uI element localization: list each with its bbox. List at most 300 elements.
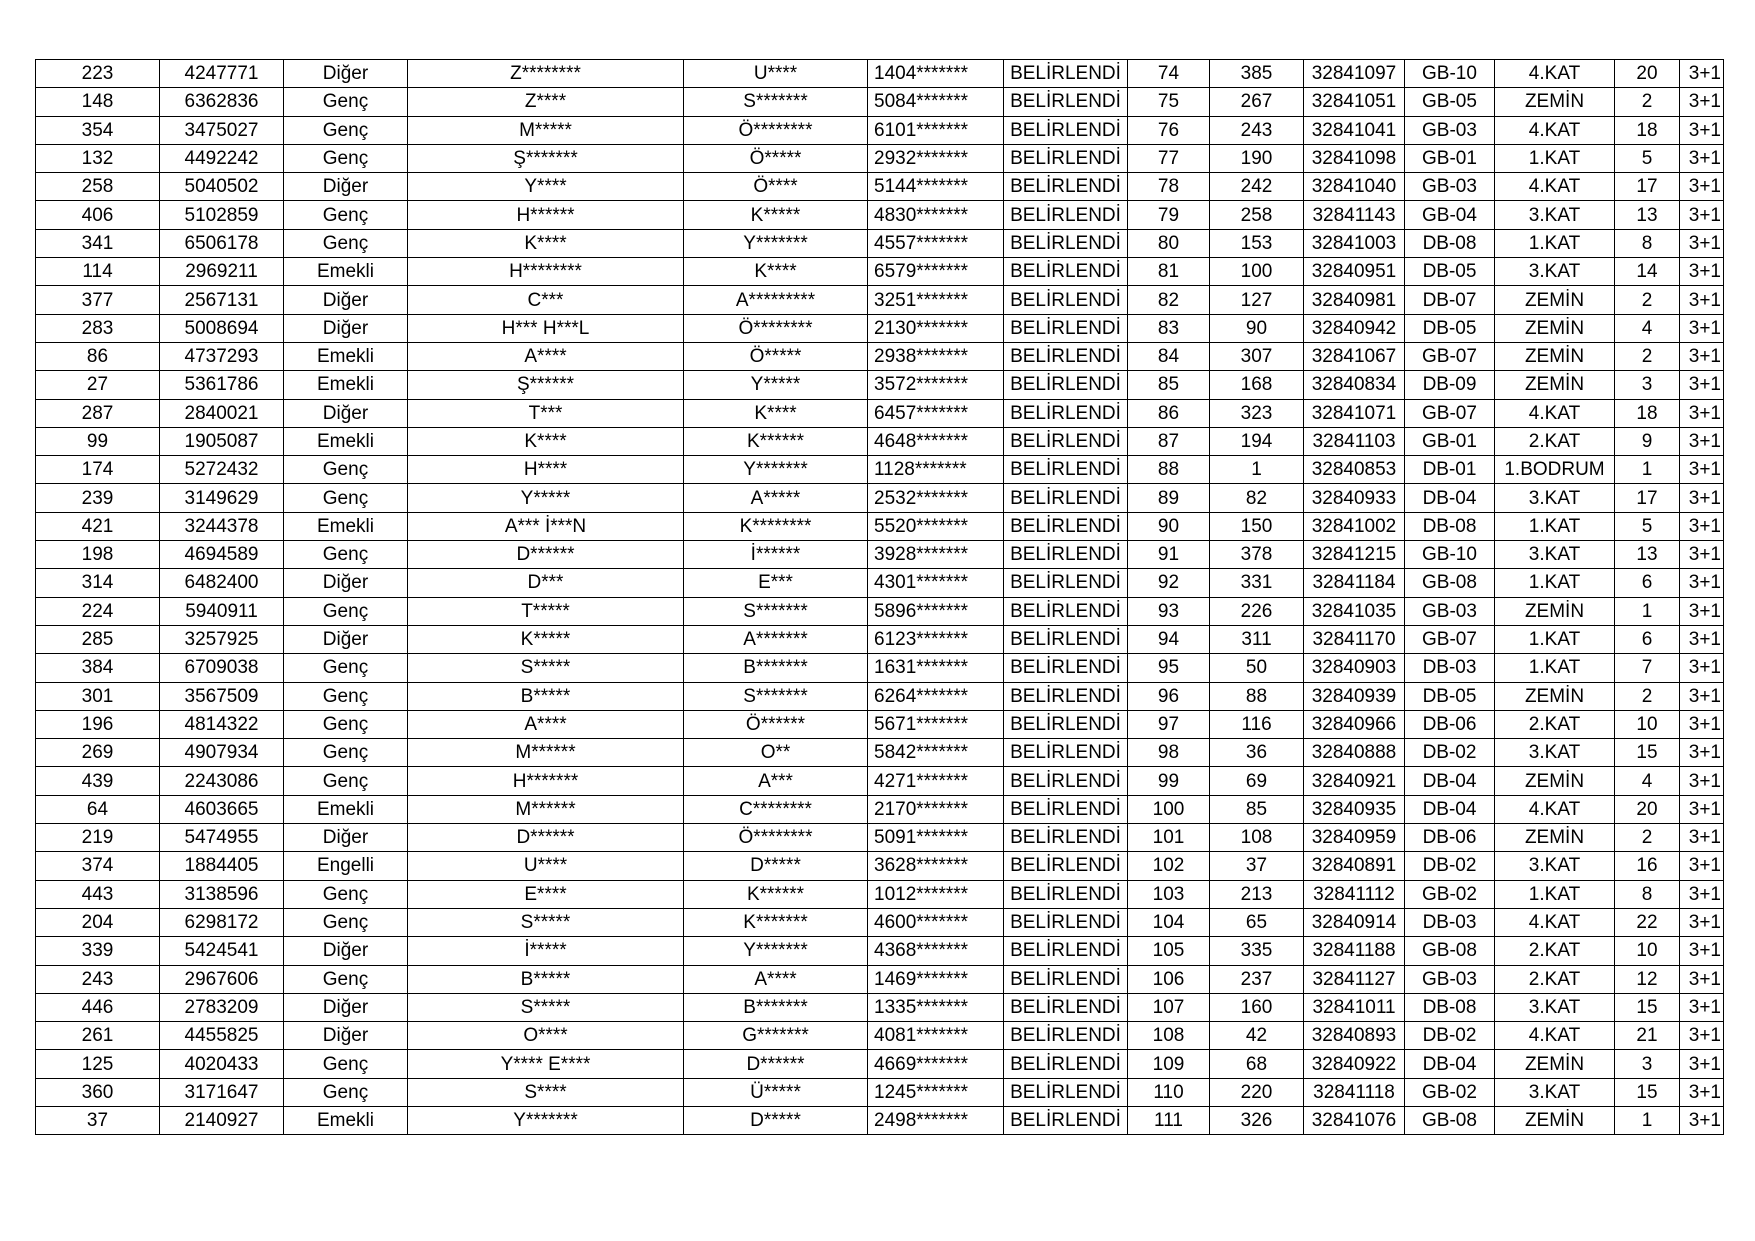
table-row <box>36 427 1724 455</box>
cell-kategori: Diğer <box>284 937 408 965</box>
cell-soyad: G******* <box>684 1022 868 1050</box>
cell-ad: T*** <box>408 399 684 427</box>
cell-bagimsiz-bolum-no: 32840921 <box>1304 767 1405 795</box>
cell-ad: E**** <box>408 880 684 908</box>
cell-bagimsiz-bolum-no: 32840935 <box>1304 795 1405 823</box>
cell-konut-no: 258 <box>1210 201 1304 229</box>
cell-konut-no: 267 <box>1210 88 1304 116</box>
cell-ad: Z******** <box>408 60 684 88</box>
cell-sira-no: 314 <box>36 569 160 597</box>
cell-kura-sira: 82 <box>1128 286 1210 314</box>
table-row <box>36 625 1724 653</box>
cell-daire-no: 21 <box>1615 1022 1680 1050</box>
cell-kura-sira: 101 <box>1128 824 1210 852</box>
cell-ad: S**** <box>408 1078 684 1106</box>
cell-sira-no: 301 <box>36 682 160 710</box>
cell-blok: DB-08 <box>1405 993 1495 1021</box>
cell-daire-no: 9 <box>1615 427 1680 455</box>
cell-konut-no: 243 <box>1210 116 1304 144</box>
cell-sira-no: 287 <box>36 399 160 427</box>
cell-soyad: K***** <box>684 201 868 229</box>
cell-konut-no: 226 <box>1210 597 1304 625</box>
cell-ad: Ş****** <box>408 371 684 399</box>
cell-durum: BELİRLENDİ <box>1004 569 1128 597</box>
cell-durum: BELİRLENDİ <box>1004 286 1128 314</box>
cell-oda-sayisi: 3+1 <box>1680 908 1724 936</box>
cell-sira-no: 261 <box>36 1022 160 1050</box>
cell-blok: DB-02 <box>1405 852 1495 880</box>
cell-tc-kimlik: 5520******* <box>868 512 1004 540</box>
cell-basvuru-no: 4694589 <box>160 541 284 569</box>
table-row <box>36 399 1724 427</box>
cell-kat: 2.KAT <box>1495 965 1615 993</box>
cell-kura-sira: 93 <box>1128 597 1210 625</box>
cell-durum: BELİRLENDİ <box>1004 201 1128 229</box>
cell-tc-kimlik: 5144******* <box>868 173 1004 201</box>
cell-konut-no: 100 <box>1210 258 1304 286</box>
table-row <box>36 852 1724 880</box>
cell-basvuru-no: 5040502 <box>160 173 284 201</box>
cell-kategori: Genç <box>284 682 408 710</box>
cell-soyad: Y******* <box>684 229 868 257</box>
cell-oda-sayisi: 3+1 <box>1680 258 1724 286</box>
cell-soyad: Y***** <box>684 371 868 399</box>
cell-oda-sayisi: 3+1 <box>1680 456 1724 484</box>
cell-kura-sira: 79 <box>1128 201 1210 229</box>
cell-bagimsiz-bolum-no: 32841170 <box>1304 625 1405 653</box>
table-row <box>36 824 1724 852</box>
cell-tc-kimlik: 6264******* <box>868 682 1004 710</box>
cell-durum: BELİRLENDİ <box>1004 767 1128 795</box>
cell-konut-no: 69 <box>1210 767 1304 795</box>
cell-basvuru-no: 1905087 <box>160 427 284 455</box>
cell-kategori: Emekli <box>284 342 408 370</box>
cell-kat: ZEMİN <box>1495 286 1615 314</box>
cell-oda-sayisi: 3+1 <box>1680 1022 1724 1050</box>
cell-kat: 1.KAT <box>1495 654 1615 682</box>
cell-kura-sira: 83 <box>1128 314 1210 342</box>
cell-durum: BELİRLENDİ <box>1004 427 1128 455</box>
table-row <box>36 512 1724 540</box>
cell-soyad: B******* <box>684 993 868 1021</box>
cell-blok: GB-01 <box>1405 144 1495 172</box>
cell-kategori: Genç <box>284 88 408 116</box>
cell-oda-sayisi: 3+1 <box>1680 1078 1724 1106</box>
cell-kat: 4.KAT <box>1495 795 1615 823</box>
cell-oda-sayisi: 3+1 <box>1680 597 1724 625</box>
cell-tc-kimlik: 1335******* <box>868 993 1004 1021</box>
cell-konut-no: 88 <box>1210 682 1304 710</box>
cell-konut-no: 331 <box>1210 569 1304 597</box>
cell-basvuru-no: 2969211 <box>160 258 284 286</box>
cell-durum: BELİRLENDİ <box>1004 852 1128 880</box>
cell-durum: BELİRLENDİ <box>1004 512 1128 540</box>
cell-blok: DB-06 <box>1405 824 1495 852</box>
cell-durum: BELİRLENDİ <box>1004 1106 1128 1134</box>
cell-soyad: D***** <box>684 1106 868 1134</box>
cell-bagimsiz-bolum-no: 32840914 <box>1304 908 1405 936</box>
cell-kura-sira: 102 <box>1128 852 1210 880</box>
cell-kategori: Genç <box>284 1078 408 1106</box>
cell-durum: BELİRLENDİ <box>1004 371 1128 399</box>
cell-basvuru-no: 3138596 <box>160 880 284 908</box>
cell-ad: Y***** <box>408 484 684 512</box>
cell-kat: 1.BODRUM <box>1495 456 1615 484</box>
cell-blok: GB-07 <box>1405 625 1495 653</box>
cell-kat: ZEMİN <box>1495 88 1615 116</box>
cell-basvuru-no: 6709038 <box>160 654 284 682</box>
cell-daire-no: 2 <box>1615 88 1680 116</box>
cell-durum: BELİRLENDİ <box>1004 937 1128 965</box>
cell-daire-no: 4 <box>1615 767 1680 795</box>
cell-blok: GB-07 <box>1405 342 1495 370</box>
cell-blok: GB-10 <box>1405 60 1495 88</box>
cell-blok: DB-08 <box>1405 229 1495 257</box>
cell-daire-no: 13 <box>1615 541 1680 569</box>
cell-ad: S***** <box>408 654 684 682</box>
cell-kura-sira: 96 <box>1128 682 1210 710</box>
cell-soyad: K**** <box>684 258 868 286</box>
table-row <box>36 60 1724 88</box>
cell-kategori: Genç <box>284 880 408 908</box>
cell-ad: K***** <box>408 625 684 653</box>
cell-kura-sira: 80 <box>1128 229 1210 257</box>
cell-ad: K**** <box>408 229 684 257</box>
cell-kura-sira: 106 <box>1128 965 1210 993</box>
cell-tc-kimlik: 6457******* <box>868 399 1004 427</box>
table-row <box>36 908 1724 936</box>
cell-konut-no: 65 <box>1210 908 1304 936</box>
cell-ad: B***** <box>408 682 684 710</box>
cell-daire-no: 2 <box>1615 824 1680 852</box>
cell-sira-no: 37 <box>36 1106 160 1134</box>
cell-basvuru-no: 6298172 <box>160 908 284 936</box>
cell-kategori: Genç <box>284 654 408 682</box>
cell-ad: D****** <box>408 541 684 569</box>
cell-konut-no: 82 <box>1210 484 1304 512</box>
cell-basvuru-no: 2140927 <box>160 1106 284 1134</box>
cell-ad: Y**** E**** <box>408 1050 684 1078</box>
cell-ad: M****** <box>408 739 684 767</box>
cell-tc-kimlik: 6123******* <box>868 625 1004 653</box>
cell-blok: DB-04 <box>1405 795 1495 823</box>
cell-oda-sayisi: 3+1 <box>1680 569 1724 597</box>
cell-blok: GB-07 <box>1405 399 1495 427</box>
cell-ad: Z**** <box>408 88 684 116</box>
cell-soyad: Ö******** <box>684 824 868 852</box>
cell-blok: GB-10 <box>1405 541 1495 569</box>
cell-sira-no: 339 <box>36 937 160 965</box>
cell-blok: GB-03 <box>1405 965 1495 993</box>
cell-tc-kimlik: 6579******* <box>868 258 1004 286</box>
cell-blok: GB-08 <box>1405 1106 1495 1134</box>
cell-oda-sayisi: 3+1 <box>1680 937 1724 965</box>
cell-soyad: Ö***** <box>684 342 868 370</box>
cell-basvuru-no: 4455825 <box>160 1022 284 1050</box>
cell-ad: Y**** <box>408 173 684 201</box>
cell-kategori: Diğer <box>284 993 408 1021</box>
cell-kategori: Genç <box>284 767 408 795</box>
cell-soyad: A**** <box>684 965 868 993</box>
cell-kategori: Genç <box>284 229 408 257</box>
cell-daire-no: 2 <box>1615 682 1680 710</box>
cell-konut-no: 326 <box>1210 1106 1304 1134</box>
cell-konut-no: 311 <box>1210 625 1304 653</box>
cell-kat: ZEMİN <box>1495 767 1615 795</box>
cell-basvuru-no: 4492242 <box>160 144 284 172</box>
cell-durum: BELİRLENDİ <box>1004 1050 1128 1078</box>
table-row <box>36 682 1724 710</box>
cell-soyad: A*** <box>684 767 868 795</box>
cell-blok: DB-04 <box>1405 1050 1495 1078</box>
cell-tc-kimlik: 3928******* <box>868 541 1004 569</box>
cell-bagimsiz-bolum-no: 32840951 <box>1304 258 1405 286</box>
cell-konut-no: 90 <box>1210 314 1304 342</box>
cell-kat: ZEMİN <box>1495 342 1615 370</box>
cell-oda-sayisi: 3+1 <box>1680 314 1724 342</box>
cell-soyad: Ö******** <box>684 314 868 342</box>
table-row <box>36 258 1724 286</box>
cell-kategori: Genç <box>284 456 408 484</box>
cell-oda-sayisi: 3+1 <box>1680 965 1724 993</box>
cell-oda-sayisi: 3+1 <box>1680 824 1724 852</box>
cell-tc-kimlik: 4301******* <box>868 569 1004 597</box>
cell-durum: BELİRLENDİ <box>1004 456 1128 484</box>
cell-kura-sira: 81 <box>1128 258 1210 286</box>
table-body <box>36 60 1724 1135</box>
cell-kura-sira: 88 <box>1128 456 1210 484</box>
cell-konut-no: 160 <box>1210 993 1304 1021</box>
cell-konut-no: 194 <box>1210 427 1304 455</box>
cell-kategori: Emekli <box>284 512 408 540</box>
cell-tc-kimlik: 5896******* <box>868 597 1004 625</box>
cell-kura-sira: 76 <box>1128 116 1210 144</box>
cell-konut-no: 168 <box>1210 371 1304 399</box>
cell-basvuru-no: 5102859 <box>160 201 284 229</box>
cell-tc-kimlik: 1404******* <box>868 60 1004 88</box>
cell-kat: 3.KAT <box>1495 484 1615 512</box>
cell-kategori: Genç <box>284 1050 408 1078</box>
cell-bagimsiz-bolum-no: 32841071 <box>1304 399 1405 427</box>
cell-tc-kimlik: 2938******* <box>868 342 1004 370</box>
cell-durum: BELİRLENDİ <box>1004 314 1128 342</box>
cell-kat: 3.KAT <box>1495 1078 1615 1106</box>
table-row <box>36 541 1724 569</box>
cell-tc-kimlik: 1128******* <box>868 456 1004 484</box>
table-row <box>36 116 1724 144</box>
cell-tc-kimlik: 4648******* <box>868 427 1004 455</box>
cell-kat: 3.KAT <box>1495 258 1615 286</box>
cell-oda-sayisi: 3+1 <box>1680 541 1724 569</box>
cell-ad: B***** <box>408 965 684 993</box>
cell-kat: 2.KAT <box>1495 710 1615 738</box>
cell-kat: 4.KAT <box>1495 1022 1615 1050</box>
cell-ad: S***** <box>408 908 684 936</box>
cell-oda-sayisi: 3+1 <box>1680 229 1724 257</box>
cell-bagimsiz-bolum-no: 32841188 <box>1304 937 1405 965</box>
cell-soyad: Ö***** <box>684 144 868 172</box>
cell-tc-kimlik: 5091******* <box>868 824 1004 852</box>
cell-sira-no: 269 <box>36 739 160 767</box>
cell-sira-no: 360 <box>36 1078 160 1106</box>
cell-oda-sayisi: 3+1 <box>1680 625 1724 653</box>
cell-ad: T***** <box>408 597 684 625</box>
table-row <box>36 1078 1724 1106</box>
cell-soyad: D***** <box>684 852 868 880</box>
cell-soyad: K****** <box>684 880 868 908</box>
cell-sira-no: 86 <box>36 342 160 370</box>
cell-sira-no: 283 <box>36 314 160 342</box>
cell-oda-sayisi: 3+1 <box>1680 710 1724 738</box>
cell-blok: DB-09 <box>1405 371 1495 399</box>
cell-basvuru-no: 5474955 <box>160 824 284 852</box>
cell-daire-no: 2 <box>1615 286 1680 314</box>
cell-bagimsiz-bolum-no: 32841215 <box>1304 541 1405 569</box>
cell-bagimsiz-bolum-no: 32840933 <box>1304 484 1405 512</box>
cell-tc-kimlik: 2170******* <box>868 795 1004 823</box>
cell-tc-kimlik: 1245******* <box>868 1078 1004 1106</box>
cell-bagimsiz-bolum-no: 32841118 <box>1304 1078 1405 1106</box>
cell-daire-no: 18 <box>1615 116 1680 144</box>
cell-kat: 3.KAT <box>1495 201 1615 229</box>
cell-tc-kimlik: 1631******* <box>868 654 1004 682</box>
cell-blok: DB-03 <box>1405 908 1495 936</box>
cell-bagimsiz-bolum-no: 32841097 <box>1304 60 1405 88</box>
cell-kat: 2.KAT <box>1495 937 1615 965</box>
cell-durum: BELİRLENDİ <box>1004 739 1128 767</box>
cell-ad: D****** <box>408 824 684 852</box>
table-row <box>36 597 1724 625</box>
cell-kat: 1.KAT <box>1495 569 1615 597</box>
cell-kat: 1.KAT <box>1495 625 1615 653</box>
cell-tc-kimlik: 4600******* <box>868 908 1004 936</box>
cell-soyad: K****** <box>684 427 868 455</box>
cell-durum: BELİRLENDİ <box>1004 229 1128 257</box>
cell-bagimsiz-bolum-no: 32840922 <box>1304 1050 1405 1078</box>
cell-kategori: Emekli <box>284 1106 408 1134</box>
cell-soyad: Ö******** <box>684 116 868 144</box>
cell-kategori: Diğer <box>284 1022 408 1050</box>
cell-kategori: Emekli <box>284 258 408 286</box>
cell-bagimsiz-bolum-no: 32841103 <box>1304 427 1405 455</box>
cell-daire-no: 22 <box>1615 908 1680 936</box>
cell-kura-sira: 104 <box>1128 908 1210 936</box>
cell-oda-sayisi: 3+1 <box>1680 144 1724 172</box>
cell-blok: DB-05 <box>1405 258 1495 286</box>
cell-durum: BELİRLENDİ <box>1004 342 1128 370</box>
cell-daire-no: 6 <box>1615 625 1680 653</box>
cell-bagimsiz-bolum-no: 32841127 <box>1304 965 1405 993</box>
cell-oda-sayisi: 3+1 <box>1680 852 1724 880</box>
cell-kura-sira: 89 <box>1128 484 1210 512</box>
cell-kura-sira: 74 <box>1128 60 1210 88</box>
cell-ad: Ş******* <box>408 144 684 172</box>
cell-basvuru-no: 4020433 <box>160 1050 284 1078</box>
cell-soyad: S******* <box>684 682 868 710</box>
cell-blok: GB-08 <box>1405 937 1495 965</box>
cell-blok: GB-03 <box>1405 173 1495 201</box>
cell-daire-no: 12 <box>1615 965 1680 993</box>
cell-soyad: B******* <box>684 654 868 682</box>
cell-basvuru-no: 5272432 <box>160 456 284 484</box>
cell-tc-kimlik: 4271******* <box>868 767 1004 795</box>
cell-blok: GB-02 <box>1405 880 1495 908</box>
cell-kat: 3.KAT <box>1495 739 1615 767</box>
cell-soyad: E*** <box>684 569 868 597</box>
table-row <box>36 201 1724 229</box>
cell-basvuru-no: 3171647 <box>160 1078 284 1106</box>
cell-kura-sira: 95 <box>1128 654 1210 682</box>
table-row <box>36 371 1724 399</box>
cell-basvuru-no: 4907934 <box>160 739 284 767</box>
cell-ad: H****** <box>408 201 684 229</box>
cell-ad: M***** <box>408 116 684 144</box>
cell-kura-sira: 84 <box>1128 342 1210 370</box>
cell-oda-sayisi: 3+1 <box>1680 427 1724 455</box>
cell-ad: D*** <box>408 569 684 597</box>
cell-bagimsiz-bolum-no: 32841098 <box>1304 144 1405 172</box>
cell-sira-no: 239 <box>36 484 160 512</box>
cell-oda-sayisi: 3+1 <box>1680 371 1724 399</box>
table-row <box>36 456 1724 484</box>
cell-sira-no: 341 <box>36 229 160 257</box>
cell-tc-kimlik: 3628******* <box>868 852 1004 880</box>
cell-kura-sira: 103 <box>1128 880 1210 908</box>
cell-blok: DB-07 <box>1405 286 1495 314</box>
cell-durum: BELİRLENDİ <box>1004 399 1128 427</box>
cell-sira-no: 219 <box>36 824 160 852</box>
cell-sira-no: 148 <box>36 88 160 116</box>
cell-kura-sira: 111 <box>1128 1106 1210 1134</box>
cell-kura-sira: 77 <box>1128 144 1210 172</box>
cell-blok: GB-04 <box>1405 201 1495 229</box>
cell-soyad: Y******* <box>684 456 868 484</box>
cell-kategori: Emekli <box>284 795 408 823</box>
cell-ad: S***** <box>408 993 684 1021</box>
cell-sira-no: 27 <box>36 371 160 399</box>
cell-oda-sayisi: 3+1 <box>1680 1050 1724 1078</box>
cell-bagimsiz-bolum-no: 32840891 <box>1304 852 1405 880</box>
cell-ad: C*** <box>408 286 684 314</box>
cell-basvuru-no: 2567131 <box>160 286 284 314</box>
cell-basvuru-no: 6506178 <box>160 229 284 257</box>
table-row <box>36 286 1724 314</box>
cell-bagimsiz-bolum-no: 32841041 <box>1304 116 1405 144</box>
cell-ad: Y******* <box>408 1106 684 1134</box>
cell-daire-no: 5 <box>1615 512 1680 540</box>
cell-basvuru-no: 4603665 <box>160 795 284 823</box>
cell-durum: BELİRLENDİ <box>1004 682 1128 710</box>
cell-kura-sira: 85 <box>1128 371 1210 399</box>
cell-sira-no: 384 <box>36 654 160 682</box>
cell-sira-no: 204 <box>36 908 160 936</box>
cell-kat: ZEMİN <box>1495 1050 1615 1078</box>
cell-basvuru-no: 2967606 <box>160 965 284 993</box>
cell-kat: ZEMİN <box>1495 1106 1615 1134</box>
cell-kura-sira: 78 <box>1128 173 1210 201</box>
cell-kategori: Diğer <box>284 286 408 314</box>
cell-kategori: Genç <box>284 144 408 172</box>
cell-kategori: Genç <box>284 908 408 936</box>
cell-bagimsiz-bolum-no: 32840942 <box>1304 314 1405 342</box>
table-row <box>36 314 1724 342</box>
cell-soyad: K******** <box>684 512 868 540</box>
cell-basvuru-no: 4737293 <box>160 342 284 370</box>
cell-konut-no: 220 <box>1210 1078 1304 1106</box>
cell-basvuru-no: 6362836 <box>160 88 284 116</box>
table-row <box>36 484 1724 512</box>
cell-kategori: Genç <box>284 116 408 144</box>
